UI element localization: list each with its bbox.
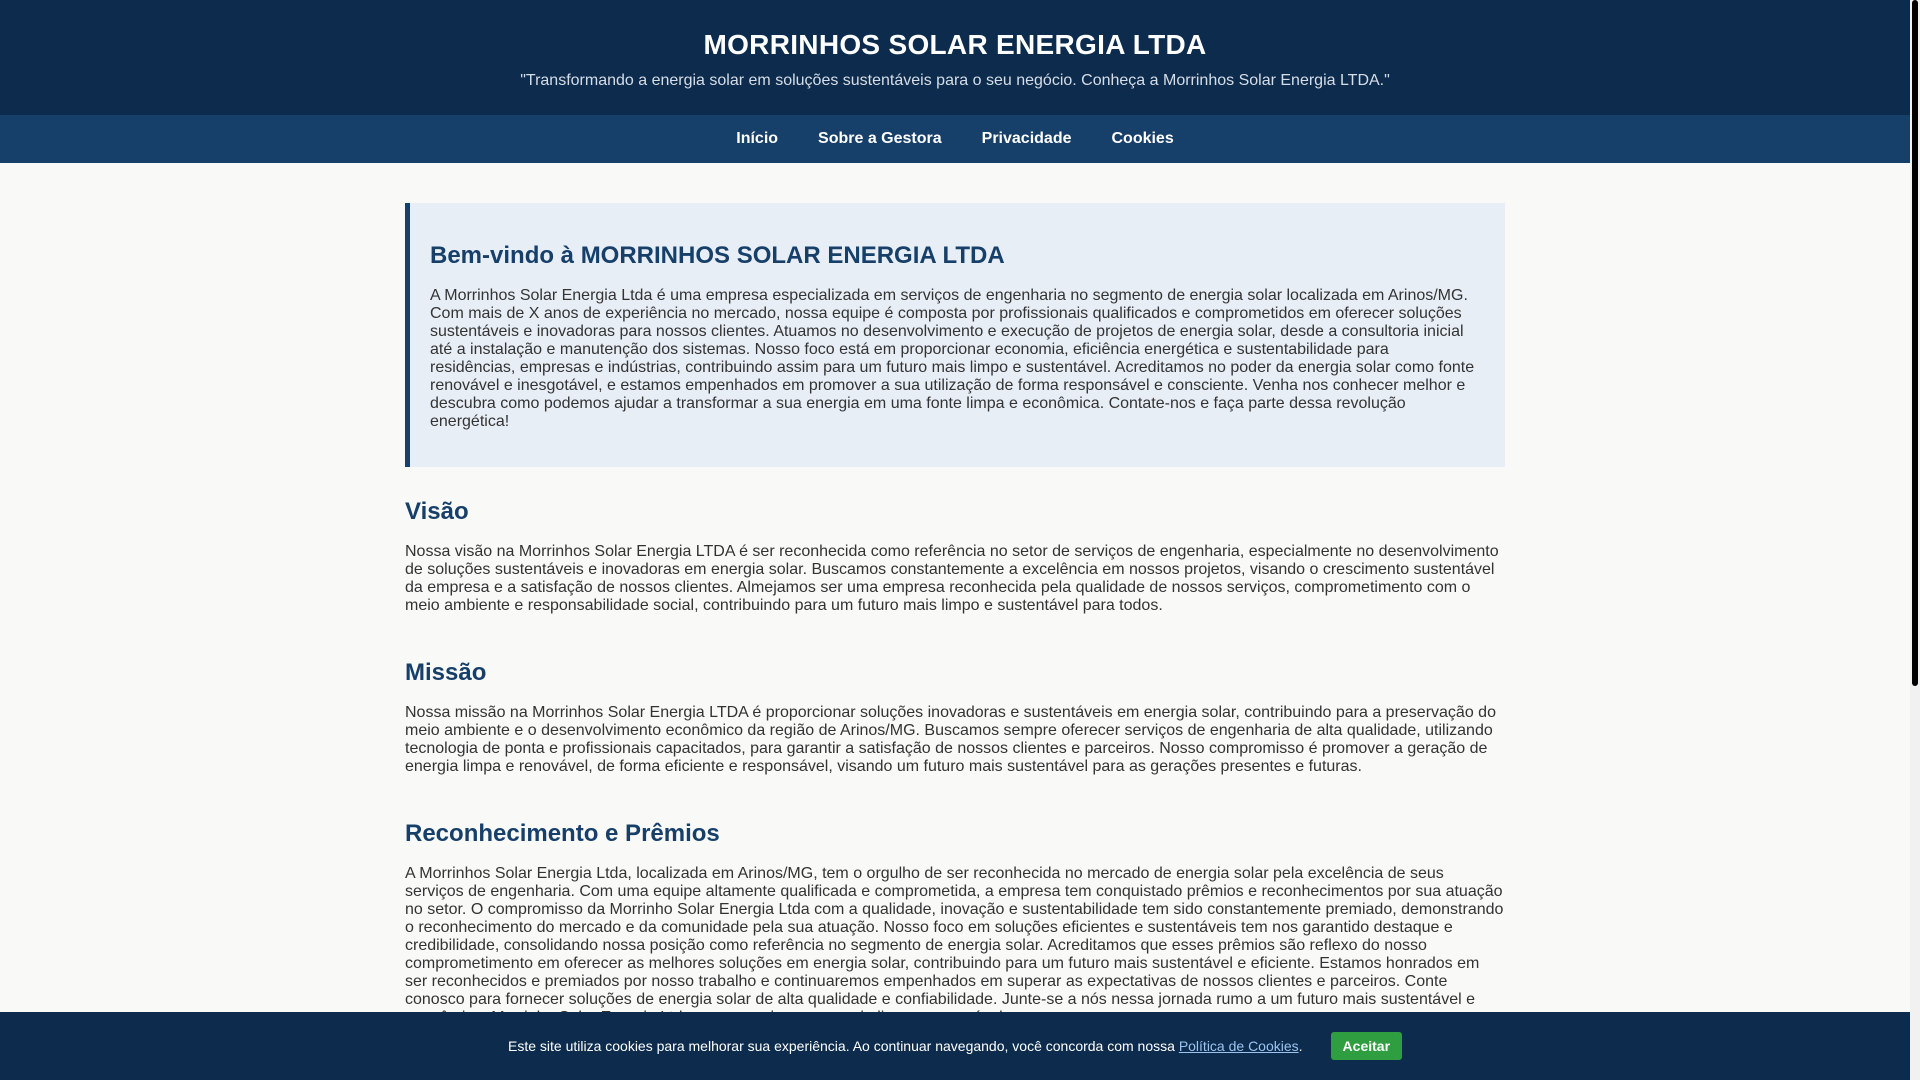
cookie-banner	[0, 1012, 1910, 1080]
main-nav	[0, 115, 1910, 163]
vision-section	[405, 497, 1505, 615]
awards-title: Reconhecimento e Prêmios	[405, 820, 720, 847]
cookie-banner-text: Este site utiliza cookies para melhorar sua experiência. Ao continuar navegando, você concorda com nossa	[507, 1038, 1175, 1054]
welcome-box	[405, 203, 1505, 467]
awards-section	[405, 819, 1505, 1027]
site-header	[0, 0, 1910, 115]
nav-item-sobre-a-gestora[interactable]: Sobre a Gestora	[818, 130, 942, 147]
cookie-banner-suffix: .	[1298, 1038, 1303, 1054]
nav-item-privacidade[interactable]: Privacidade	[981, 130, 1072, 147]
nav-item-inicio[interactable]: Início	[736, 130, 779, 147]
mission-section	[405, 658, 1505, 776]
welcome-text: A Morrinhos Solar Energia Ltda é uma empresa especializada em serviços de engenharia no segmento de energia solar localizada em Arinos/MG. Com mais de X anos de experiência no mercado, nossa equipe é composta por profissionais qualificados e comprometidos em oferecer soluções sustentáveis e inovadoras para nossos clientes. Atuamos no desenvolvimento e execução de projetos de energia solar, desde a consultoria inicial até a instalação e manutenção dos sistemas. Nosso foco está em proporcionar economia, eficiência energética e sustentabilidade para residências, empresas e indústrias, contribuindo assim para um futuro mais limpo e sustentável. Acreditamos no poder da energia solar como fonte renovável e inesgotável, e estamos empenhados em promover a sua utilização de forma responsável e consciente. Venha nos conhecer melhor e descubra como podemos ajudar a transformar a sua energia em uma fonte limpa e econômica. Contate-nos e faça parte dessa revolução energética!	[430, 287, 1475, 430]
welcome-title: Bem-vindo à MORRINHOS SOLAR ENERGIA LTDA	[430, 242, 1005, 269]
awards-text: A Morrinhos Solar Energia Ltda, localizada em Arinos/MG, tem o orgulho de ser reconhecida no mercado de energia solar pela excelência de seus serviços de engenharia. Com uma equipe altamente qualificada e comprometida, a empresa tem conquistado prêmios e reconhecimentos por sua atuação no setor. O compromisso da Morrinho Solar Energia Ltda com a qualidade, inovação e sustentabilidade tem sido constantemente premiado, demonstrando o reconhecimento do mercado e da comunidade pela sua atuação. Nosso foco em soluções eficientes e sustentáveis tem nos garantido destaque e credibilidade, consolidando nossa posição como referência no segmento de energia solar. Acreditamos que esses prêmios são reflexo do nosso comprometimento em oferecer as melhores soluções em energia solar, contribuindo para um futuro mais sustentável e eficiente. Estamos honrados em ser reconhecidos e premiados por nosso trabalho e continuaremos empenhados em superar as expectativas de nossos clientes e parceiros. Conte conosco para fornecer soluções de energia solar de alta qualidade e confiabilidade. Junte-se a nós nessa jornada rumo a um futuro mais sustentável e	[405, 865, 1504, 1008]
mission-text: Nossa missão na Morrinhos Solar Energia LTDA é proporcionar soluções inovadoras e sustentáveis em energia solar, contribuindo para a preservação do meio ambiente e o desenvolvimento econômico da região de Arinos/MG. Buscamos sempre oferecer serviços de engenharia de alta qualidade, utilizando tecnologia de ponta e profissionais capacitados, para garantir a satisfação de nossos clientes e parceiros. Nosso compromisso é promover a geração de energia limpa e renovável, de forma eficiente e responsável, visando um futuro mais sustentável para as gerações presentes e futuras.	[405, 704, 1496, 775]
cookie-policy-link[interactable]: Política de Cookies	[1178, 1038, 1299, 1054]
nav-item-cookies[interactable]: Cookies	[1111, 130, 1174, 147]
main-content	[405, 203, 1505, 1027]
mission-title: Missão	[405, 659, 487, 686]
site-tagline: "Transformando a energia solar em soluções sustentáveis para o seu negócio. Conheça a Morrinhos Solar Energia LTDA."	[520, 72, 1390, 89]
vision-text: Nossa visão na Morrinhos Solar Energia LTDA é ser reconhecida como referência no setor de serviços de engenharia, especialmente no desenvolvimento de soluções sustentáveis e inovadoras em energia solar. Buscamos constantemente a excelência em nossos projetos, visando o crescimento sustentável da empresa e a satisfação de nossos clientes. Almejamos ser uma empresa reconhecida pela qualidade de nossos serviços, comprometimento com o meio ambiente e responsabilidade social, contribuindo para um futuro mais limpo e sustentável para todos.	[405, 543, 1499, 614]
scrollbar-thumb[interactable]	[1912, 0, 1918, 686]
vision-title: Visão	[405, 498, 469, 525]
site-title: MORRINHOS SOLAR ENERGIA LTDA	[703, 29, 1207, 60]
accept-cookies-button[interactable]: Aceitar	[1331, 1032, 1402, 1060]
page-scrollbar[interactable]	[1910, 0, 1920, 1080]
